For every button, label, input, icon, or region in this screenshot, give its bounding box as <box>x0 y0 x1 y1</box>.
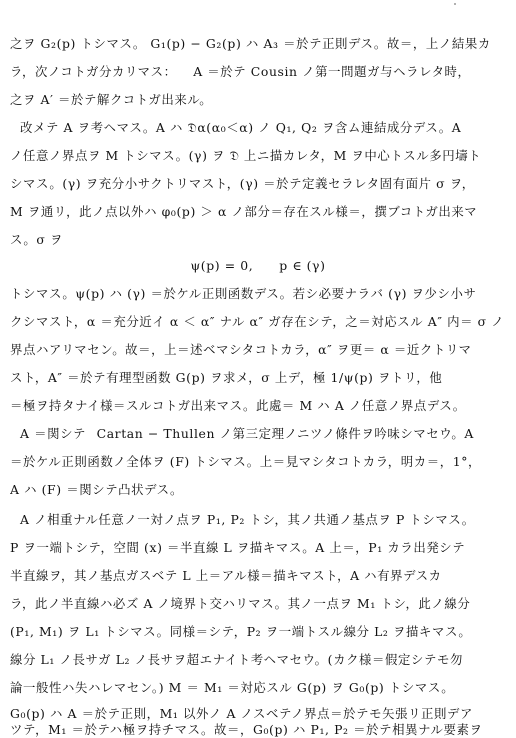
text-line <box>10 64 510 79</box>
text-span: ラ，次ノコトガ分カリマス： <box>10 64 177 79</box>
text-line: ラ，此ノ半直線ハ必ズ A ノ境界ト交ハリマス。其ノ一点ヲ M₁ トシ，此ノ線分 <box>10 596 471 611</box>
text-line: A ノ相重ナル任意ノ一対ノ点ヲ P₁, P₂ トシ，其ノ共通ノ基点ヲ P トシマス。 <box>20 512 475 527</box>
text-line: ス。σ ヲ <box>10 232 63 247</box>
text-line: ツテ，M₁ ＝於テハ極ヲ持チマス。故＝，G₀(p) ハ P₁, P₂ ＝於テ相異ナル要素ヲ <box>10 722 483 737</box>
text-line: クシマスト，α ＝充分近イ α ＜ α″ ナル α″ ガ存在シテ，之＝対応スル A″ 内＝ σ ノ <box>10 314 505 329</box>
text-line: スト，A″ ＝於テ有理型函数 G(p) ヲ求メ，σ 上デ，極 1/ψ(p) ヲトリ，他 <box>10 370 443 385</box>
text-line: G₀(p) ハ A ＝於テ正則，M₁ 以外ノ A ノスベテノ界点＝於テモ矢張リ正則デア <box>10 706 474 721</box>
underlined-theorem: 之ヲ A′ ＝於テ解クコトガ出来ル。 <box>10 92 213 107</box>
text-span: A ＝関シテ <box>20 426 87 441</box>
underlined-name: Cartan − Thullen <box>96 426 216 441</box>
text-line: A ハ (F) ＝関シテ凸状デス。 <box>10 482 184 497</box>
text-line <box>10 426 516 441</box>
text-line: トシマス。ψ(p) ハ (γ) ＝於ケル正則函数デス。若シ必要ナラバ (γ) ヲ少シ小サ <box>10 286 477 301</box>
underlined-theorem: A ＝於テ Cousin ノ第一問題ガ与ヘラレタ時， <box>193 64 471 79</box>
speck-mark <box>454 3 456 5</box>
text-line: 之ヲ G₂(p) トシマス。 G₁(p) − G₂(p) ハ A₃ ＝於テ正則デス。故＝，上ノ結果カ <box>10 36 491 51</box>
text-line: ノ任意ノ界点ヲ M トシマス。(γ) ヲ 𝔇 上ニ描カレタ，M ヲ中心トスル多円壔ト <box>10 148 482 163</box>
text-line: 論一般性ハ失ハレマセン。) M ＝ M₁ ＝対応スル G(p) ヲ G₀(p) トシマス。 <box>10 680 455 695</box>
text-line: ＝於ケル正則函数ノ全体ヲ (F) トシマス。上＝見マシタコトカラ，明カ＝，1°， <box>10 454 482 469</box>
text-line: P ヲ一端トシテ，空間 (x) ＝半直線 L ヲ描キマス。A 上＝，P₁ カラ出発シテ <box>10 540 466 555</box>
text-line: 半直線ヲ，其ノ基点ガスベテ L 上＝アル様＝描キマスト，A ハ有界デスカ <box>10 568 442 583</box>
text-line: (P₁, M₁) ヲ L₁ トシマス。同様＝シテ，P₂ ヲ一端トスル線分 L₂ ヲ描キマス。 <box>10 624 472 639</box>
text-line: M ヲ通リ，此ノ点以外ハ φ₀(p) ＞ α ノ部分＝存在スル様＝，撰ブコトガ出来マ <box>10 204 478 219</box>
text-span: ノ第三定理ノニツノ條件ヲ吟味シマセウ。A <box>219 426 474 441</box>
text-line: 線分 L₁ ノ長サガ L₂ ノ長サヲ超エナイト考ヘマセウ。(カク様＝假定シテモ勿 <box>10 652 463 667</box>
text-line: 界点ハアリマセン。故＝，上＝述ベマシタコトカラ，α″ ヲ更＝ α ＝近クトリマ <box>10 342 472 357</box>
text-line: シマス。(γ) ヲ充分小サクトリマスト，(γ) ＝於テ定義セラレタ固有面片 σ ヲ， <box>10 176 475 191</box>
text-line: ＝極ヲ持タナイ様＝スルコトガ出来マス。此處＝ M ハ A ノ任意ノ界点デス。 <box>10 398 466 413</box>
text-line <box>10 92 510 107</box>
display-equation: ψ(p) = 0, p ∈ (γ) <box>190 258 326 273</box>
text-line: 改メテ A ヲ考ヘマス。A ハ 𝔇α(α₀＜α) ノ Q₁, Q₂ ヲ含ム連結成分デス。A <box>20 120 462 135</box>
